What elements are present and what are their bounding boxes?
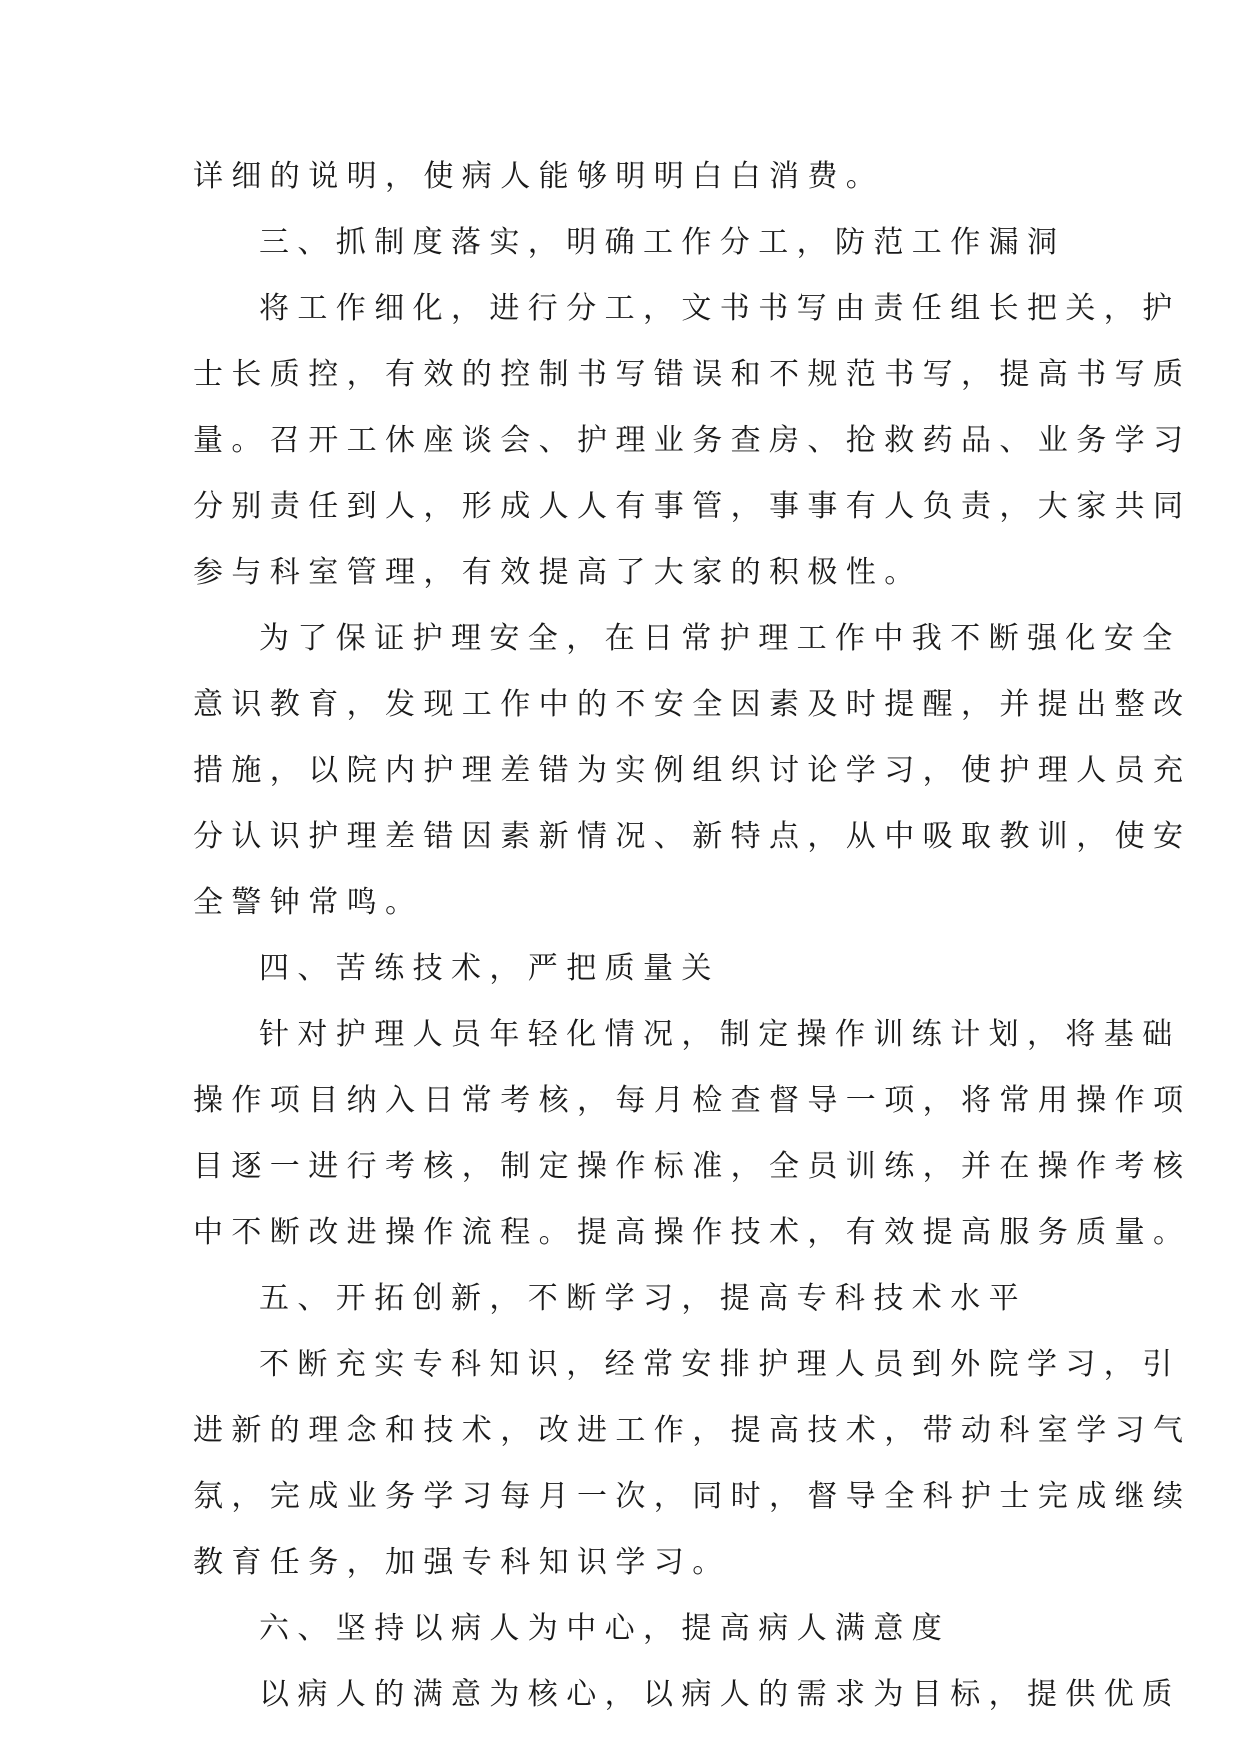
body-text-line: 以病人的满意为核心，以病人的需求为目标，提供优质: [259, 1677, 1181, 1712]
body-text-line: 进新的理念和技术，改进工作，提高技术，带动科室学习气: [193, 1413, 1192, 1448]
body-text-line: 针对护理人员年轻化情况，制定操作训练计划，将基础: [259, 1017, 1181, 1052]
body-text-line: 分别责任到人，形成人人有事管，事事有人负责，大家共同: [193, 489, 1192, 524]
section-heading-5: 五、开拓创新，不断学习，提高专科技术水平: [259, 1281, 1027, 1316]
body-text-line: 分认识护理差错因素新情况、新特点，从中吸取教训，使安: [193, 819, 1192, 854]
body-text-line: 士长质控，有效的控制书写错误和不规范书写，提高书写质: [193, 357, 1192, 392]
body-text-line: 目逐一进行考核，制定操作标准，全员训练，并在操作考核: [193, 1149, 1192, 1184]
body-text-line: 不断充实专科知识，经常安排护理人员到外院学习，引: [259, 1347, 1181, 1382]
body-text-line: 全警钟常鸣。: [193, 885, 424, 920]
section-heading-4: 四、苦练技术，严把质量关: [259, 951, 720, 986]
body-text-line: 教育任务，加强专科知识学习。: [193, 1545, 731, 1580]
body-text-line: 将工作细化，进行分工，文书书写由责任组长把关，护: [259, 291, 1181, 326]
body-text-line: 详细的说明，使病人能够明明白白消费。: [193, 159, 885, 194]
section-heading-6: 六、坚持以病人为中心，提高病人满意度: [259, 1611, 951, 1646]
body-text-line: 中不断改进操作流程。提高操作技术，有效提高服务质量。: [193, 1215, 1192, 1250]
body-text-line: 为了保证护理安全，在日常护理工作中我不断强化安全: [259, 621, 1181, 656]
body-text-line: 参与科室管理，有效提高了大家的积极性。: [193, 555, 923, 590]
body-text-line: 意识教育，发现工作中的不安全因素及时提醒，并提出整改: [193, 687, 1192, 722]
body-text-line: 量。召开工休座谈会、护理业务查房、抢救药品、业务学习: [193, 423, 1192, 458]
body-text-line: 操作项目纳入日常考核，每月检查督导一项，将常用操作项: [193, 1083, 1192, 1118]
section-heading-3: 三、抓制度落实，明确工作分工，防范工作漏洞: [259, 225, 1066, 260]
body-text-line: 措施，以院内护理差错为实例组织讨论学习，使护理人员充: [193, 753, 1192, 788]
body-text-line: 氛，完成业务学习每月一次，同时，督导全科护士完成继续: [193, 1479, 1192, 1514]
